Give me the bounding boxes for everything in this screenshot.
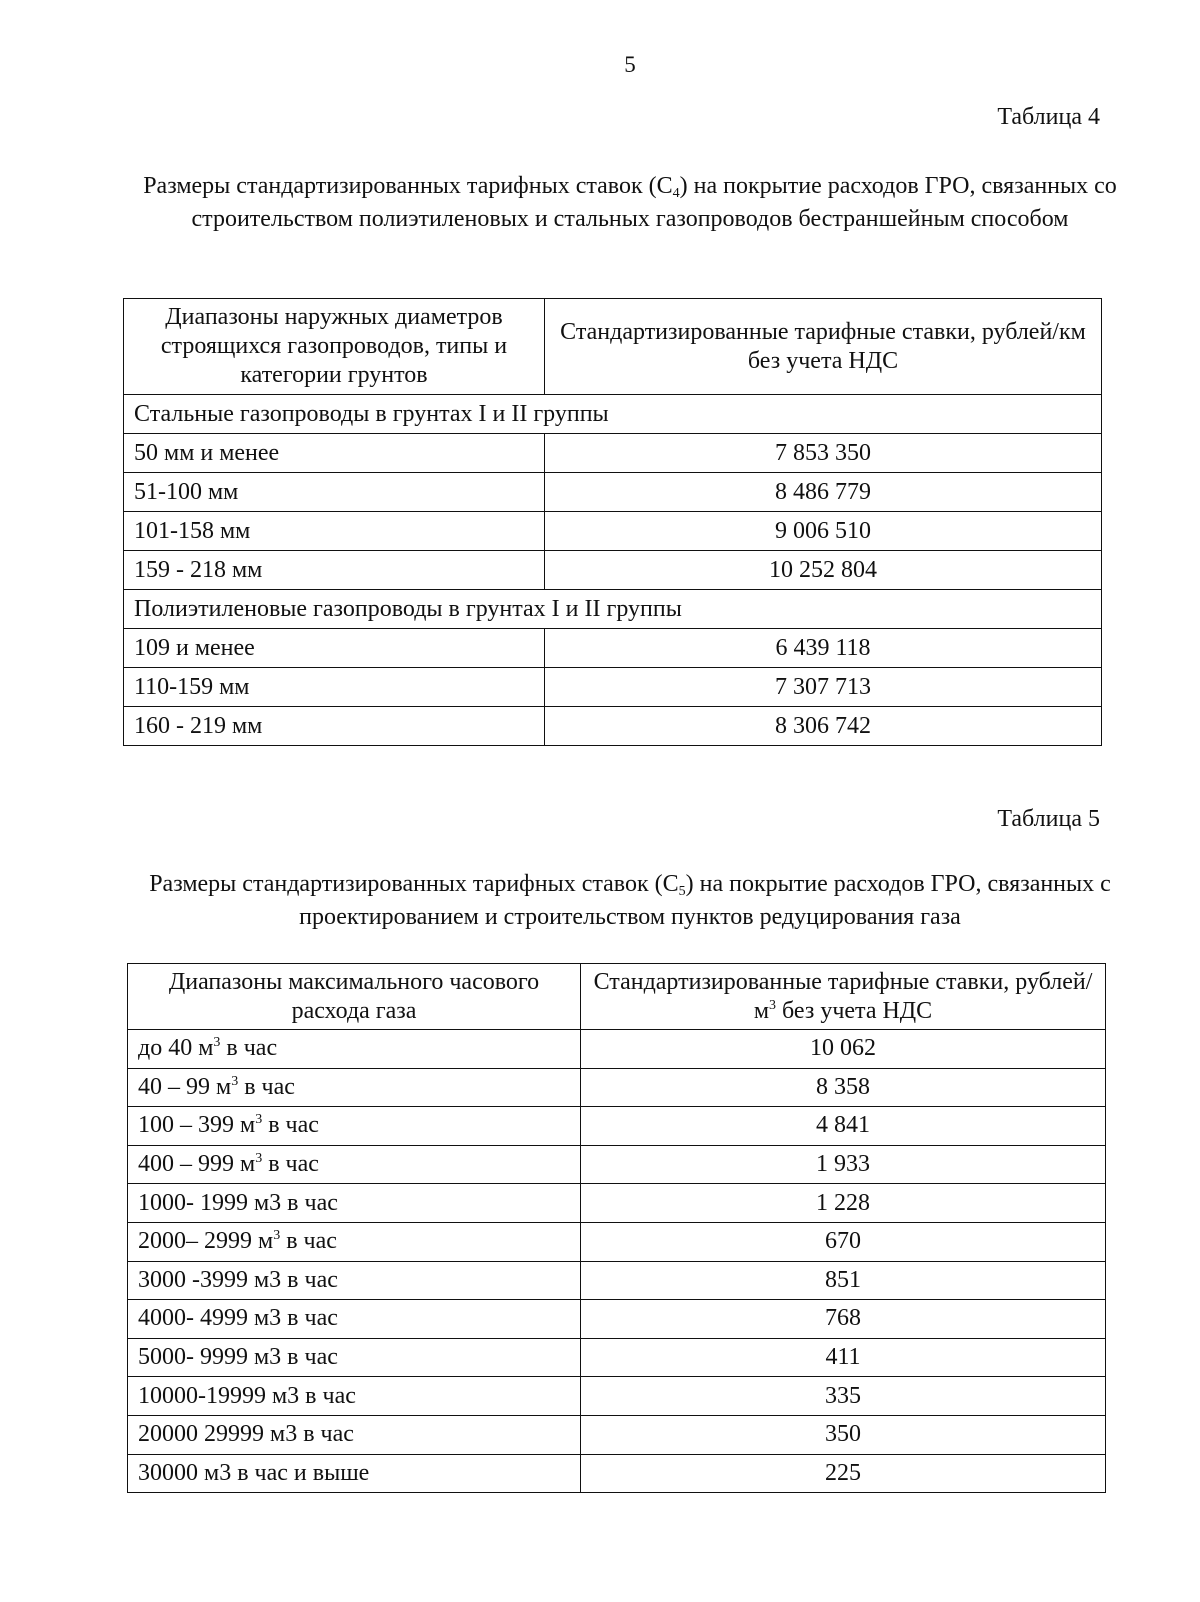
table-row <box>128 1145 1106 1184</box>
table-row <box>128 1030 1106 1069</box>
value-cell: 225 <box>581 1454 1106 1493</box>
value-cell: 9 006 510 <box>545 512 1102 551</box>
range-cell: 110-159 мм <box>124 668 545 707</box>
range-cell: 100 – 399 $м^3$ в час <box>128 1107 581 1146</box>
table-row <box>124 512 1102 551</box>
table-row <box>124 434 1102 473</box>
range-cell: 101-158 мм <box>124 512 545 551</box>
table-row <box>124 629 1102 668</box>
range-cell: 51-100 мм <box>124 473 545 512</box>
value-cell: 851 <box>581 1261 1106 1300</box>
value-cell: 10 062 <box>581 1030 1106 1069</box>
table4-group-row <box>124 590 1102 629</box>
value-cell: 6 439 118 <box>545 629 1102 668</box>
value-cell: 1 933 <box>581 1145 1106 1184</box>
range-cell: 400 – 999 $м^3$ в час <box>128 1145 581 1184</box>
range-cell: 159 - 218 мм <box>124 551 545 590</box>
value-cell: 7 307 713 <box>545 668 1102 707</box>
range-cell: 20000 29999 м3 в час <box>128 1415 581 1454</box>
value-cell: 350 <box>581 1415 1106 1454</box>
value-cell: 8 486 779 <box>545 473 1102 512</box>
table-row <box>128 1184 1106 1223</box>
table-row <box>128 1068 1106 1107</box>
table5-label: Таблица 5 <box>997 806 1100 832</box>
table-row <box>128 1377 1106 1416</box>
range-cell: 10000-19999 м3 в час <box>128 1377 581 1416</box>
range-cell: 4000- 4999 м3 в час <box>128 1300 581 1339</box>
table-row <box>128 1338 1106 1377</box>
range-cell: 30000 м3 в час и выше <box>128 1454 581 1493</box>
page-number: 5 <box>624 52 636 77</box>
range-cell: 5000- 9999 м3 в час <box>128 1338 581 1377</box>
value-cell: 8 358 <box>581 1068 1106 1107</box>
table4-label: Таблица 4 <box>997 104 1100 130</box>
table-row <box>124 707 1102 746</box>
table-row <box>128 1300 1106 1339</box>
value-cell: 335 <box>581 1377 1106 1416</box>
table4 <box>123 298 1102 746</box>
range-cell: 109 и менее <box>124 629 545 668</box>
value-cell: 768 <box>581 1300 1106 1339</box>
table4-group-row <box>124 395 1102 434</box>
range-cell: 50 мм и менее <box>124 434 545 473</box>
table-row <box>128 1107 1106 1146</box>
range-cell: 1000- 1999 м3 в час <box>128 1184 581 1223</box>
table-row <box>124 668 1102 707</box>
table4-header-row <box>124 299 1102 395</box>
table5-header-row <box>128 964 1106 1030</box>
range-cell: 160 - 219 мм <box>124 707 545 746</box>
table5 <box>127 963 1106 1493</box>
range-cell: 2000– 2999 $м^3$ в час <box>128 1222 581 1261</box>
value-cell: 411 <box>581 1338 1106 1377</box>
table-row <box>128 1454 1106 1493</box>
table4-group2-title: Полиэтиленовые газопроводы в грунтах I и II группы <box>124 590 1102 629</box>
table4-caption: Размеры стандартизированных тарифных ставок $(С_4)$ на покрытие расходов ГРО, связанных со строительством полиэтиленовых и стальных газопроводов бестраншейным способом <box>143 173 1117 232</box>
table-row <box>124 551 1102 590</box>
value-cell: 4 841 <box>581 1107 1106 1146</box>
table-row <box>128 1415 1106 1454</box>
table4-col1-header: Диапазоны наружных диаметров строящихся газопроводов, типы и категории грунтов <box>124 299 545 395</box>
range-cell: до 40 $м^3$ в час <box>128 1030 581 1069</box>
table-row <box>128 1222 1106 1261</box>
value-cell: 10 252 804 <box>545 551 1102 590</box>
table4-col2-header: Стандартизированные тарифные ставки, рублей/км без учета НДС <box>545 299 1102 395</box>
value-cell: 1 228 <box>581 1184 1106 1223</box>
table4-group1-title: Стальные газопроводы в грунтах I и II группы <box>124 395 1102 434</box>
table5-caption: Размеры стандартизированных тарифных ставок $(С_5)$ на покрытие расходов ГРО, связанных с проектированием и строительством пунктов редуцирования газа <box>149 871 1111 930</box>
table5-col2-header: Стандартизированные тарифные ставки, рублей/$м^3$ без учета НДС <box>581 964 1106 1030</box>
range-cell: 3000 -3999 м3 в час <box>128 1261 581 1300</box>
value-cell: 7 853 350 <box>545 434 1102 473</box>
range-cell: 40 – 99 $м^3$ в час <box>128 1068 581 1107</box>
value-cell: 8 306 742 <box>545 707 1102 746</box>
table5-col1-header: Диапазоны максимального часового расхода газа <box>128 964 581 1030</box>
value-cell: 670 <box>581 1222 1106 1261</box>
table-row <box>128 1261 1106 1300</box>
table-row <box>124 473 1102 512</box>
